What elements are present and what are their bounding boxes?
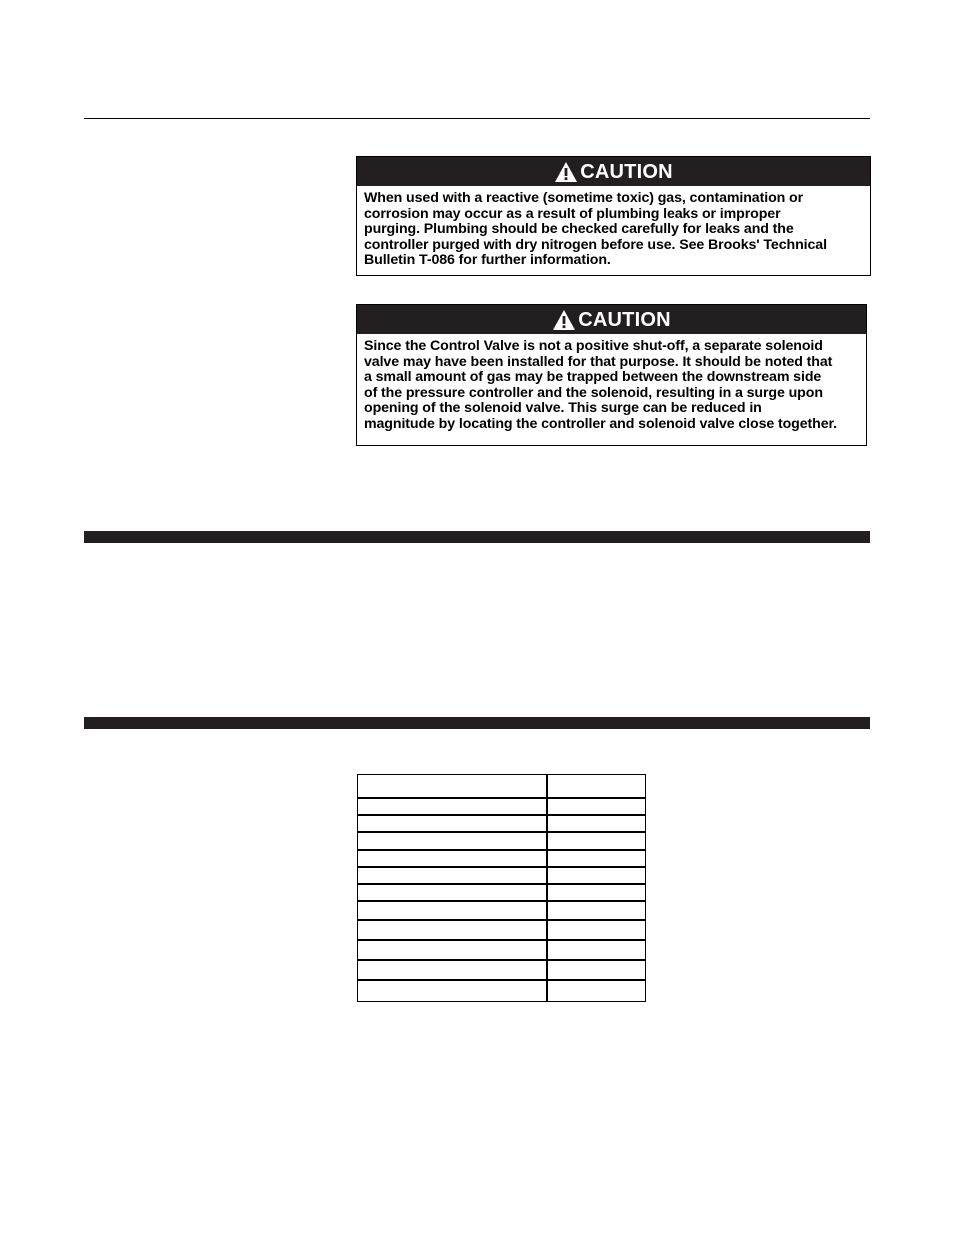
table-row-divider	[358, 814, 645, 816]
table-row-divider	[358, 866, 645, 868]
table-column-divider	[546, 775, 548, 1001]
section-divider-bar	[84, 531, 870, 543]
caution-text: When used with a reactive (sometime toxic) gas, contamination or corrosion may occur as a result of plumbing leaks or improper purging. Plumbing should be checked carefully for leaks and the controller purged with dry nitrogen before use. See Brooks' Technical Bulletin T-086 for further information.	[364, 190, 827, 268]
caution-header	[357, 305, 866, 334]
caution-box-reactive-gas	[356, 156, 871, 276]
warning-triangle-icon	[554, 161, 578, 183]
table-row-divider	[358, 919, 645, 921]
empty-table	[357, 774, 646, 1002]
table-row-divider	[358, 939, 645, 941]
table-row-divider	[358, 959, 645, 961]
top-rule	[84, 118, 870, 119]
table-row-divider	[358, 979, 645, 981]
table-row-divider	[358, 849, 645, 851]
table-row-divider	[358, 883, 645, 885]
caution-title: CAUTION	[578, 308, 671, 331]
caution-header	[357, 157, 870, 186]
table-row-divider	[358, 831, 645, 833]
caution-title: CAUTION	[580, 160, 673, 183]
section-divider-bar	[84, 717, 870, 729]
warning-triangle-icon	[552, 309, 576, 331]
table-row-divider	[358, 797, 645, 799]
table-row-divider	[358, 900, 645, 902]
caution-text: Since the Control Valve is not a positive shut-off, a separate solenoid valve may have been installed for that purpose. It should be noted that a small amount of gas may be trapped between the downstream side of the pressure controller and the solenoid, resulting in a surge upon opening of the solenoid valve. This surge can be reduced in magnitude by locating the controller and solenoid valve close together.	[364, 338, 838, 432]
caution-box-control-valve	[356, 304, 867, 446]
